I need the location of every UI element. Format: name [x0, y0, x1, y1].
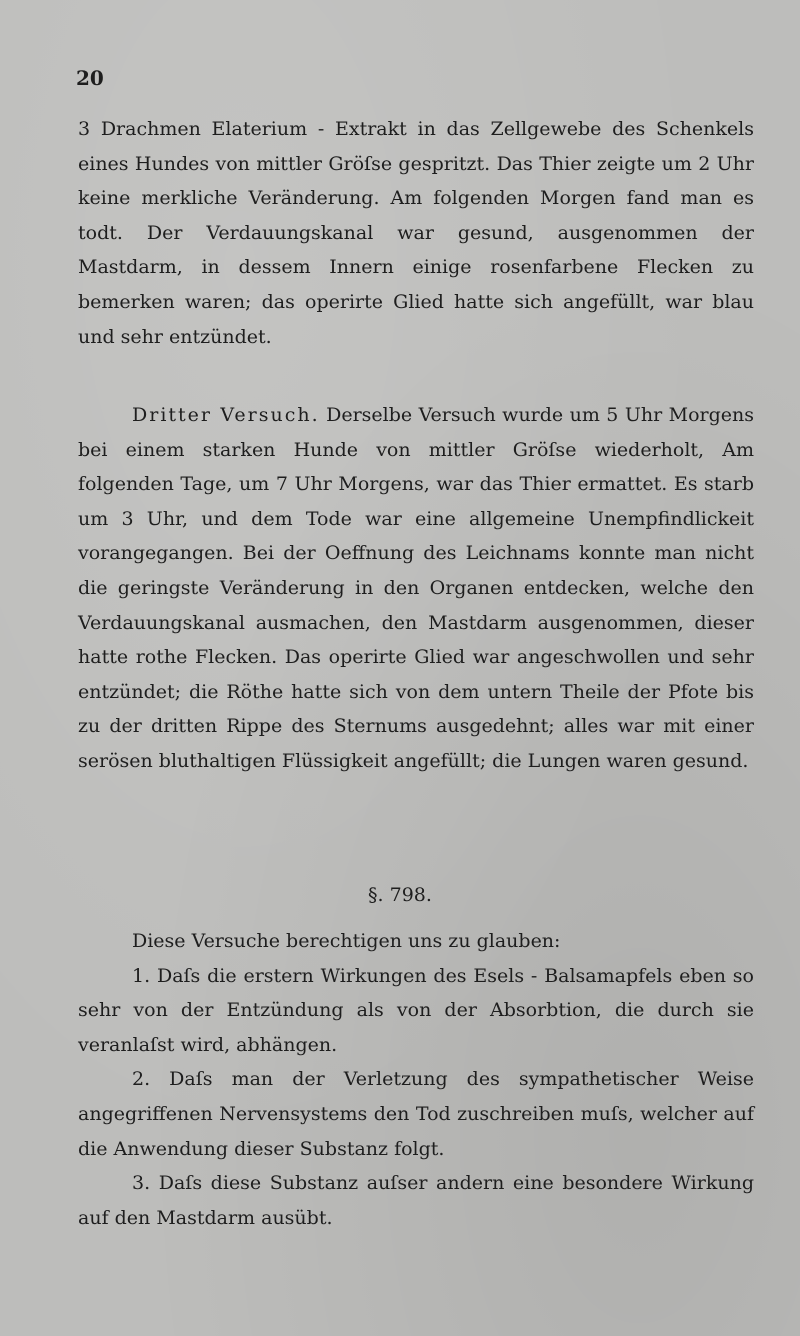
- paragraph-dritter-versuch: [78, 398, 754, 779]
- section-number: §. 798.: [368, 884, 432, 906]
- conclusions-intro: Diese Versuche berechtigen uns zu glauben:: [132, 930, 561, 952]
- body-text-top: [78, 112, 754, 354]
- conclusion-item: 2. Daſs man der Verletzung des sympathetischer Weise angegriffenen Nervensystems den Tod zuschreiben muſs, welcher auf die Anwendung dieser Substanz folgt.: [78, 1068, 754, 1160]
- body-text-conclusions: [78, 924, 754, 1235]
- conclusion-item: 1. Daſs die erstern Wirkungen des Esels - Balsamapfels eben so sehr von der Entzündung als von der Absorbtion, die durch sie veranlaſst wird, abhängen.: [78, 964, 754, 1056]
- body-text-dritter-versuch: [78, 398, 754, 779]
- conclusion-item: 3. Daſs diese Substanz auſser andern eine besondere Wirkung auf den Mastdarm ausübt.: [78, 1172, 754, 1229]
- page-number: 20: [76, 66, 104, 90]
- experiment-heading: Dritter Versuch.: [132, 404, 320, 426]
- paragraph-continued: 3 Drachmen Elaterium - Extrakt in das Zellgewebe des Schenkels eines Hundes von mittler Gröſse gespritzt. Das Thier zeigte um 2 Uhr keine merkliche Veränderung. Am folgenden Morgen fand man es todt. Der Verdauungskanal war gesund, ausgenommen der Mastdarm, in dessem Innern einige rosenfarbene Flecken zu bemerken waren; das operirte Glied hatte sich angefüllt, war blau und sehr entzündet.: [78, 118, 754, 348]
- experiment-text: Derselbe Versuch wurde um 5 Uhr Morgens bei einem starken Hunde von mittler Gröſse wiederholt, Am folgenden Tage, um 7 Uhr Morgens, war das Thier ermattet. Es starb um 3 Uhr, und dem Tode war eine allgemeine Unempfindlickeit vorangegangen. Bei der Oeffnung des Leichnams konnte man nicht die geringste Veränderung in den Organen entdecken, welche den Verdauungskanal ausmachen, den Mastdarm ausgenommen, dieser hatte rothe Flecken. Das operirte Glied war angeschwollen und sehr entzündet; die Röthe hatte sich von dem untern Theile der Pfote bis zu der dritten Rippe des Sternums ausgedehnt; alles war mit einer serösen bluthaltigen Flüssigkeit angefüllt; die Lungen waren gesund.: [78, 404, 754, 772]
